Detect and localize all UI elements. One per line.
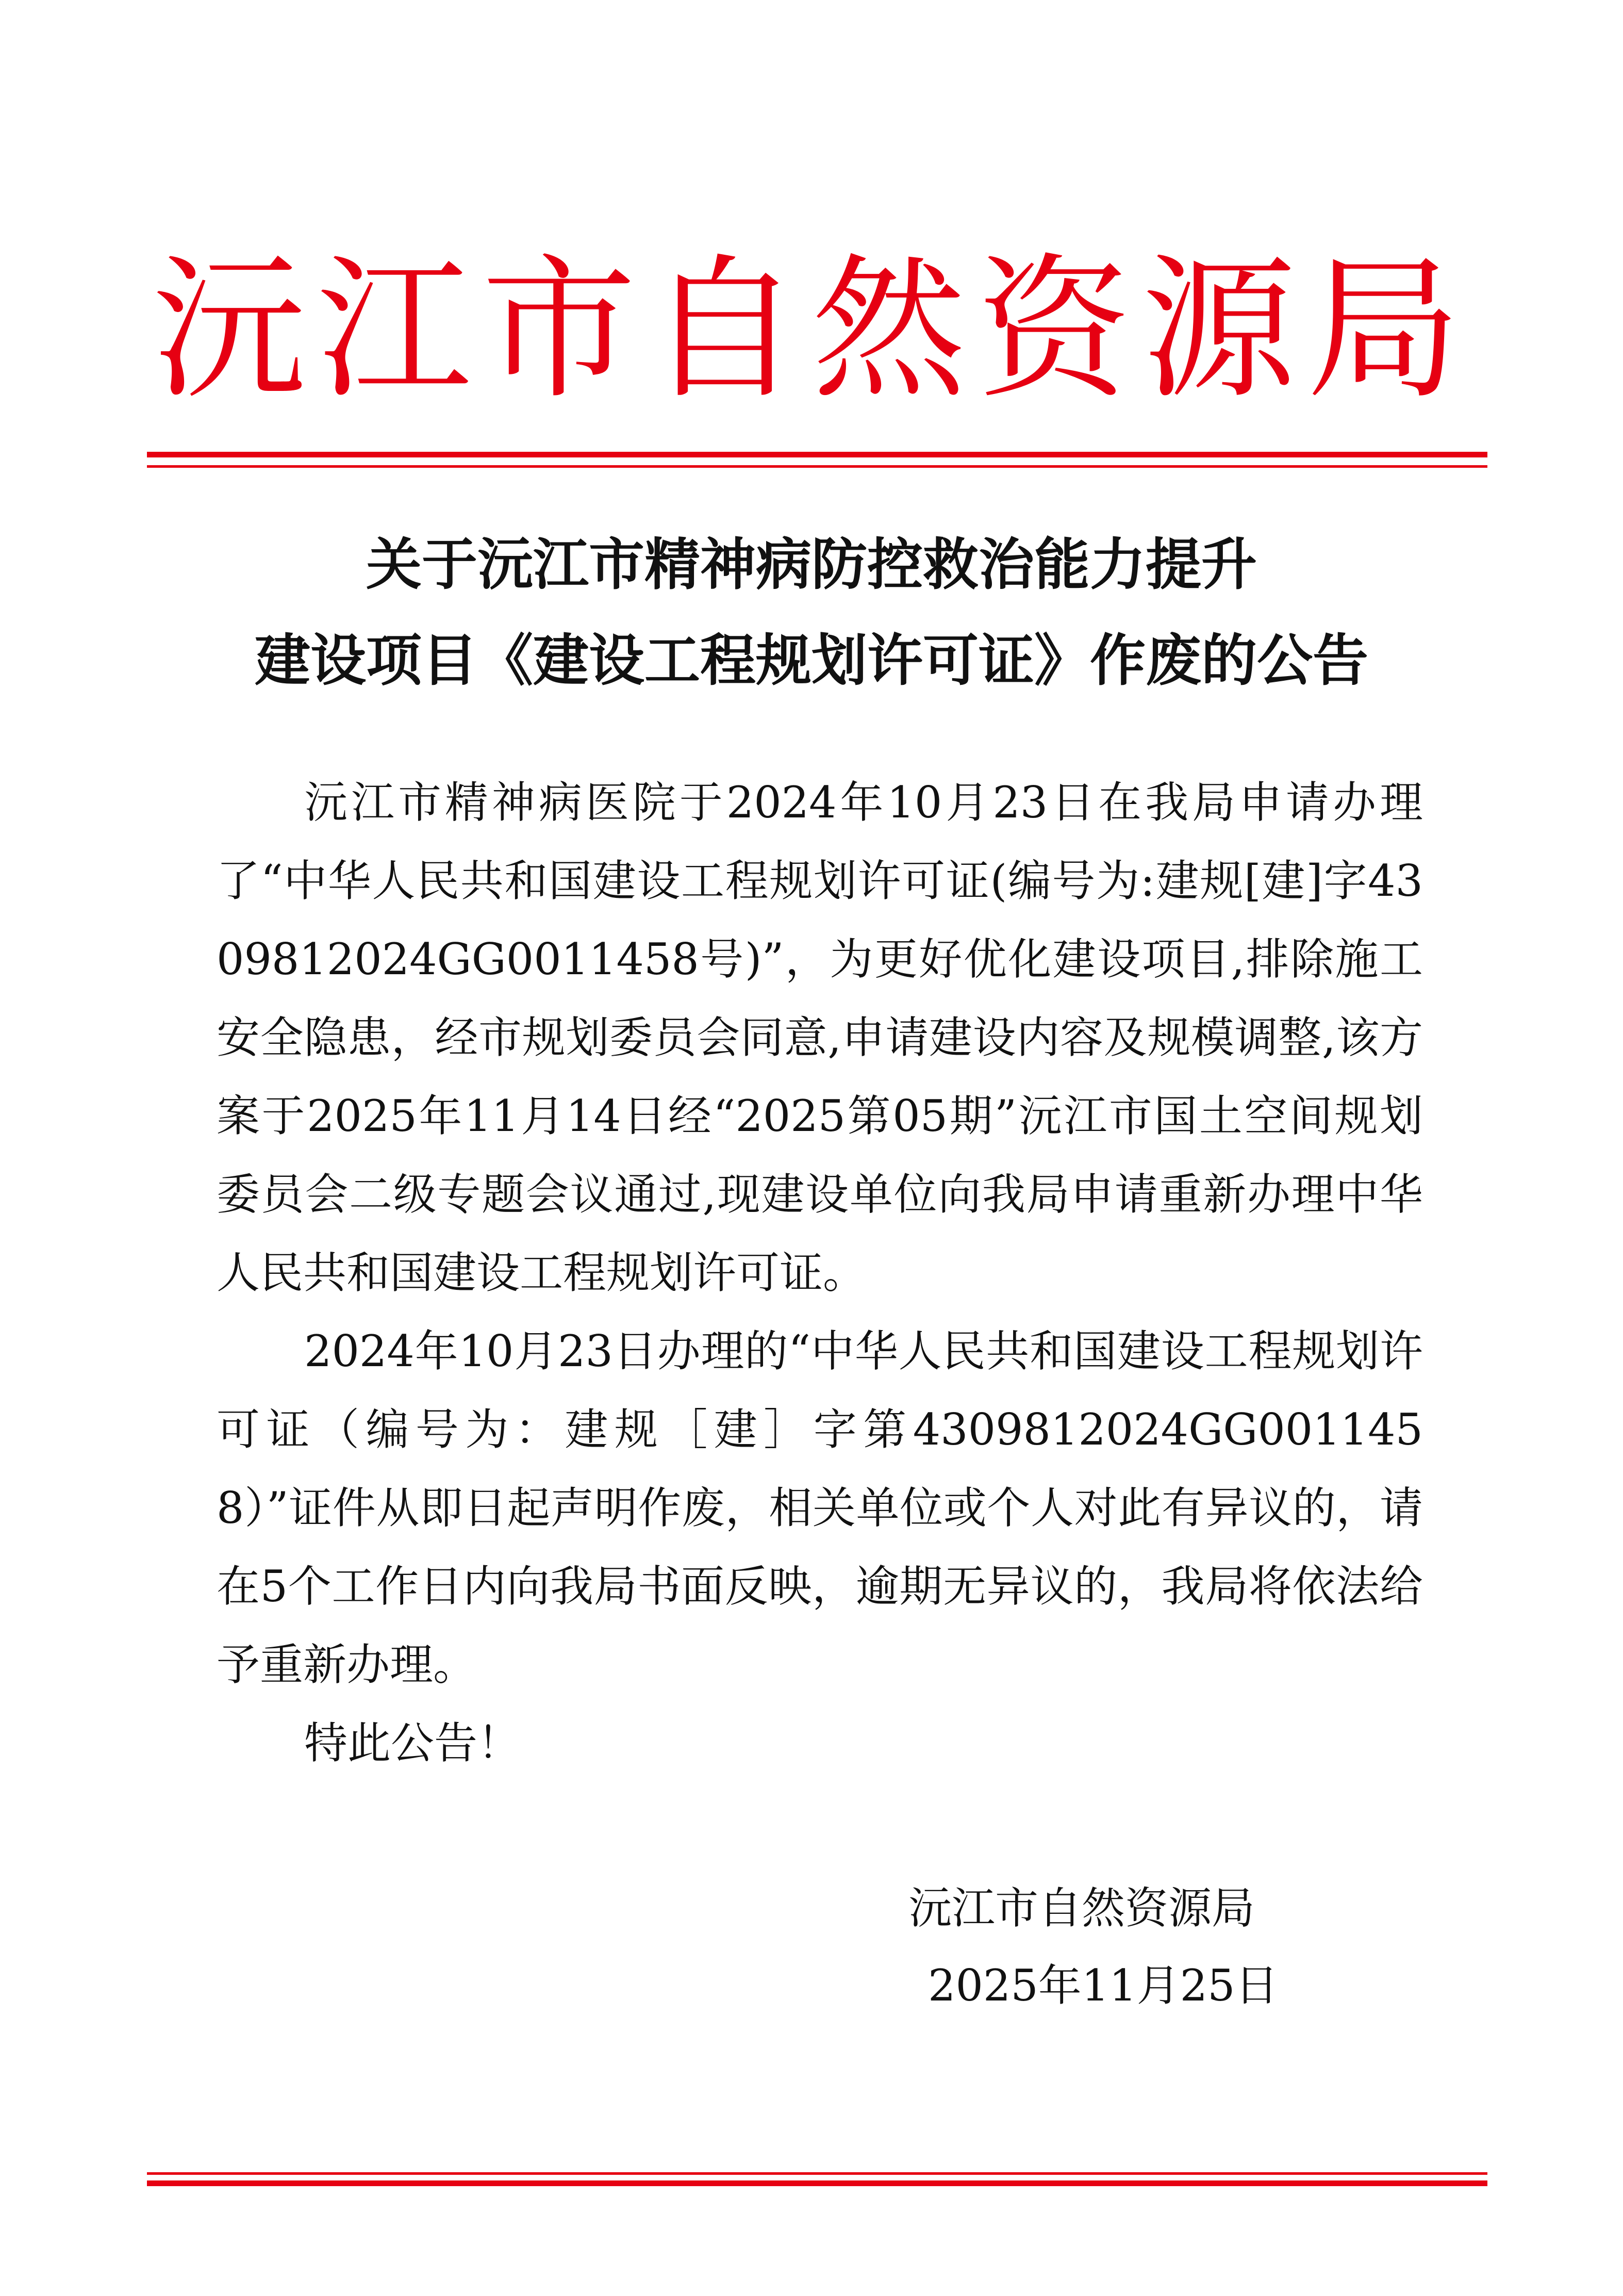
footer-divider-thin	[147, 2172, 1487, 2175]
signature-organization: 沅江市自然资源局	[908, 1883, 1255, 1933]
footer-divider-thick	[147, 2180, 1487, 2186]
notice-body	[217, 763, 1423, 1782]
header-divider-thick	[147, 452, 1487, 457]
notice-title-line-1: 关于沅江市精神病防控救治能力提升	[366, 532, 1257, 597]
body-paragraph-2: 2024年10月23日办理的“中华人民共和国建设工程规划许可证（编号为：建规［建］字第4309812024GG0011458）”证件从即日起声明作废，相关单位或个人对此有异议的，请在5个工作日内向我局书面反映，逾期无异议的，我局将依法给予重新办理。	[217, 1326, 1423, 1690]
header-divider-thin	[147, 465, 1487, 468]
signature-date: 2025年11月25日	[928, 1960, 1279, 2011]
body-paragraph-3: 特此公告！	[304, 1718, 521, 1768]
body-paragraph-1: 沅江市精神病医院于2024年10月23日在我局申请办理了“中华人民共和国建设工程规划许可证(编号为:建规[建]字4309812024GG0011458号)”，为更好优化建设项目,排除施工安全隐患，经市规划委员会同意,申请建设内容及规模调整,该方案于2025年11月14日经“2025第05期”沅江市国土空间规划委员会二级专题会议通过,现建设单位向我局申请重新办理中华人民共和国建设工程规划许可证。	[217, 777, 1423, 1298]
notice-title-line-2: 建设项目《建设工程规划许可证》作废的公告	[254, 628, 1368, 693]
organization-header: 沅江市自然资源局	[152, 240, 1471, 420]
